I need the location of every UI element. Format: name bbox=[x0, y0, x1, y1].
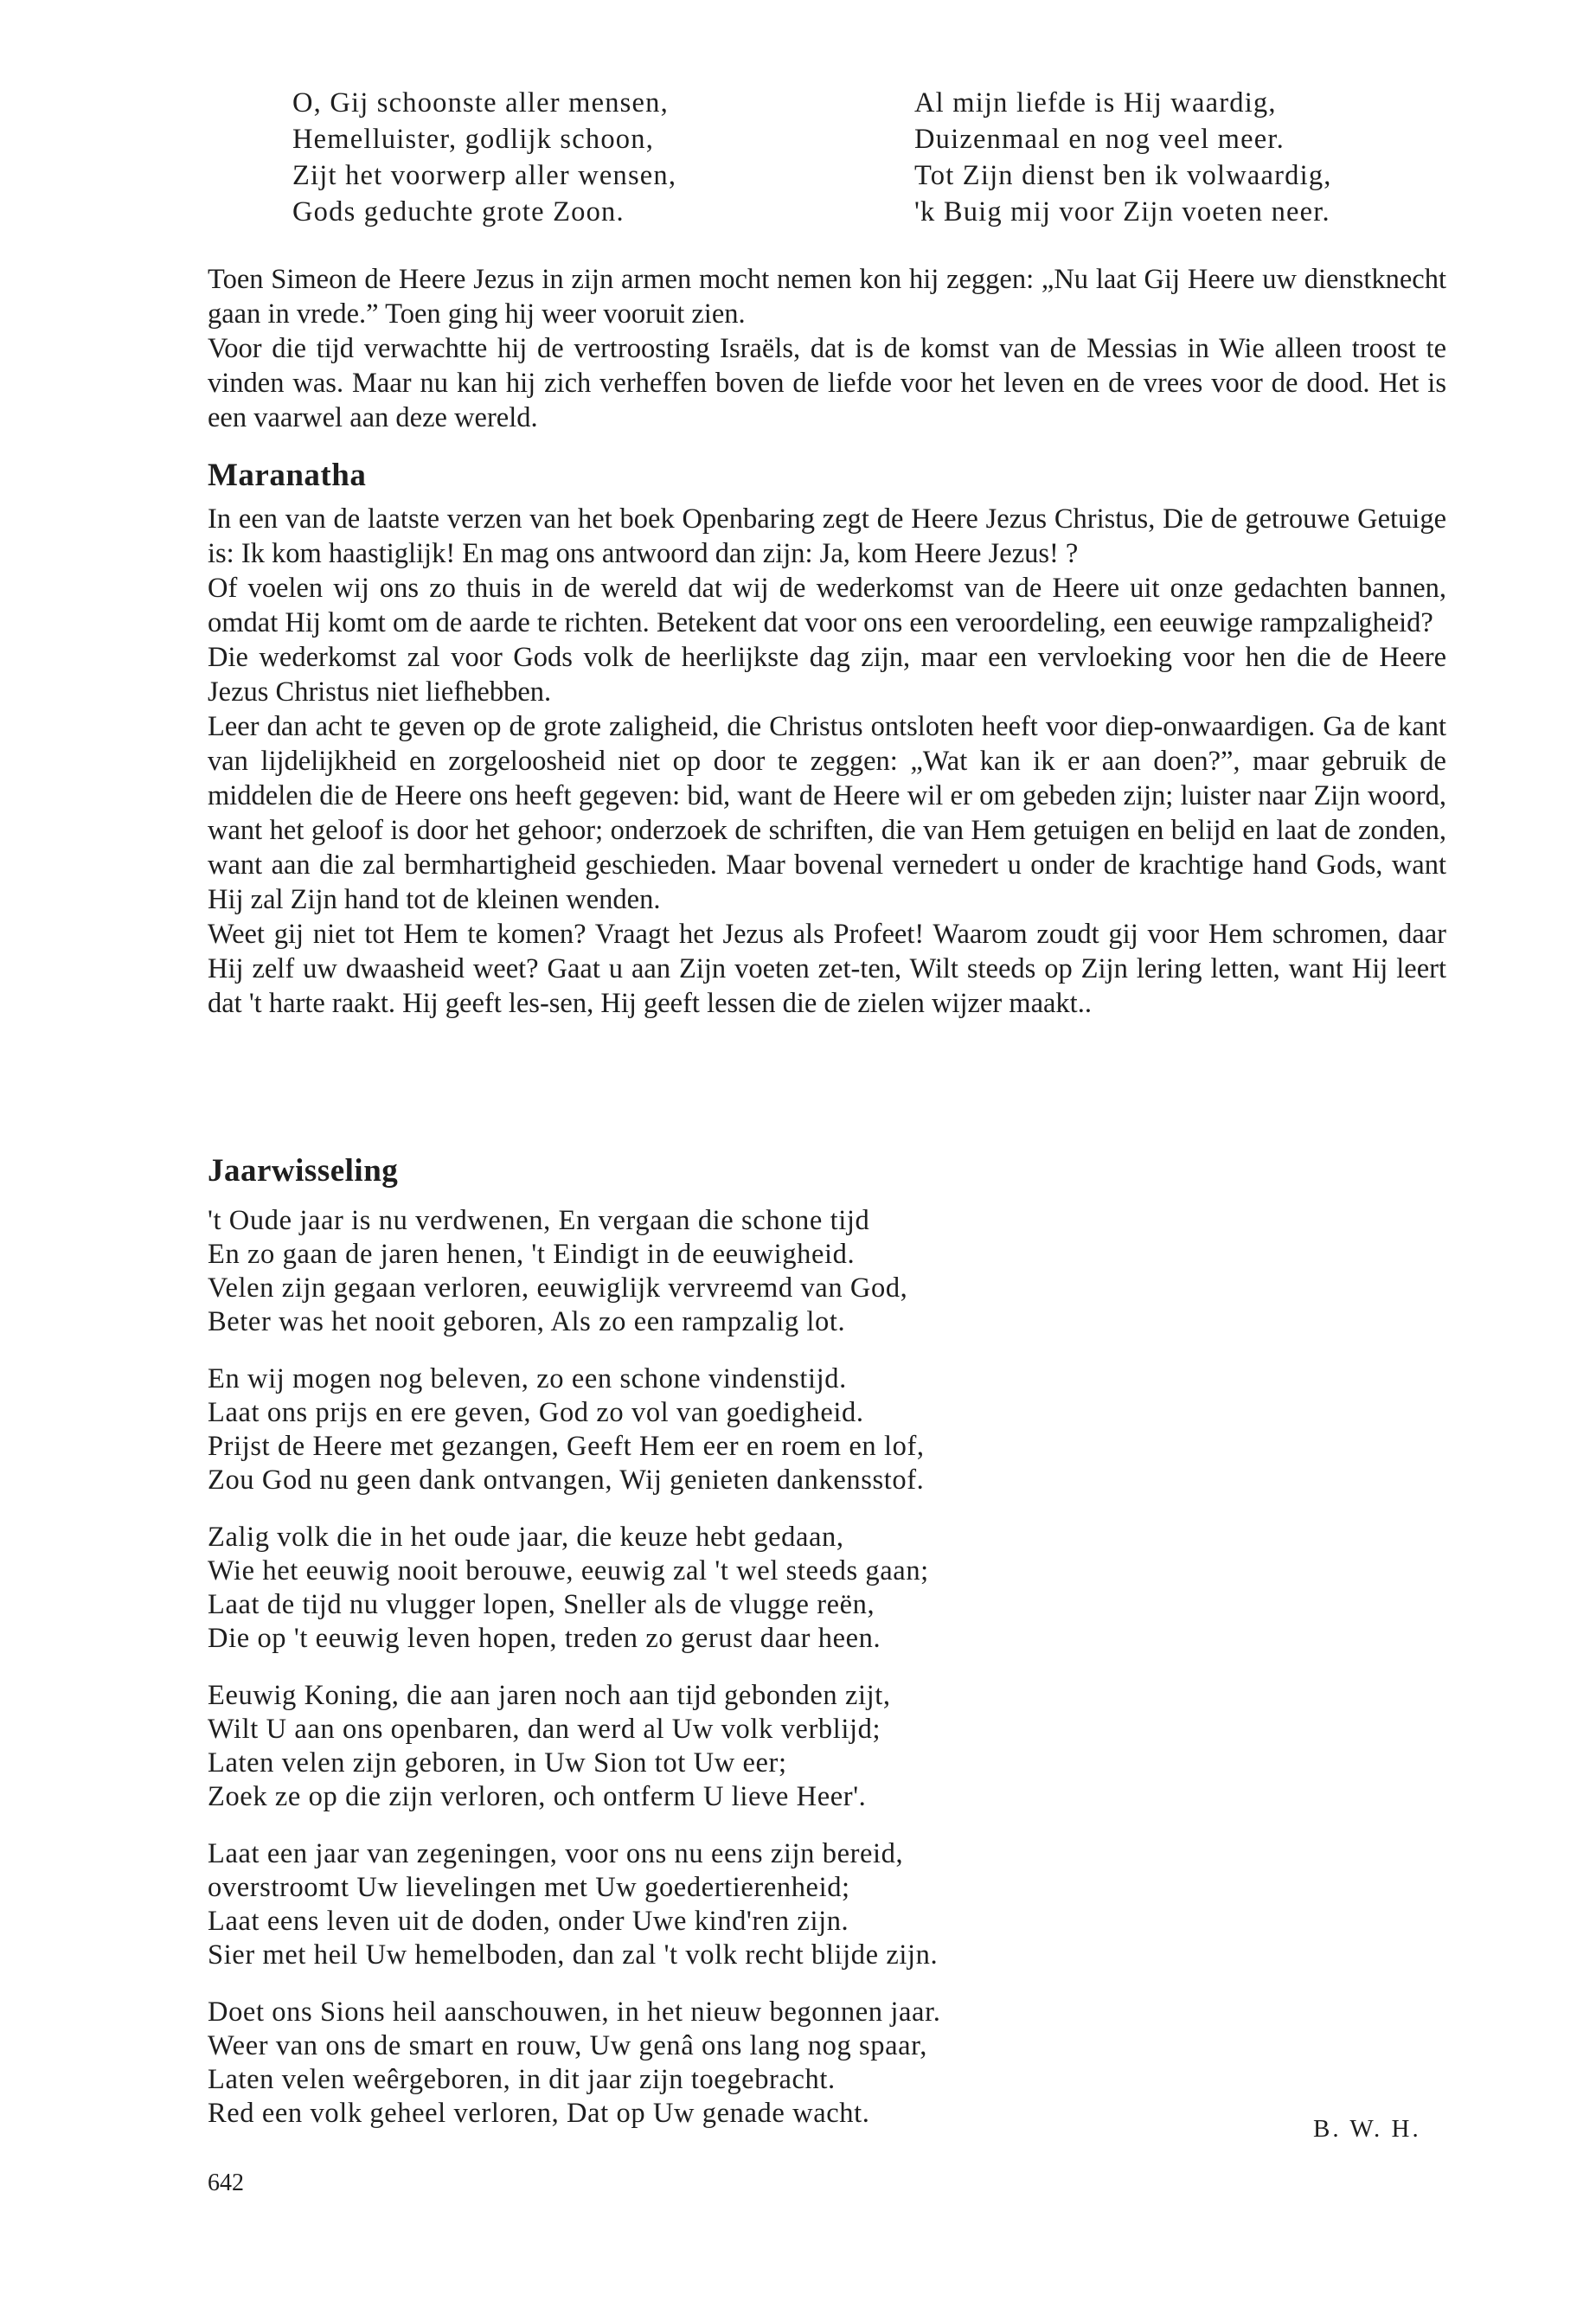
poem-line: Duizenmaal en nog veel meer. bbox=[914, 124, 1285, 155]
paragraph: Voor die tijd verwachtte hij de vertroosting Israëls, dat is de komst van de Messias in Wie alleen troost te vinden was. Maar nu kan hij zich verheffen boven de liefde voor het leven en de vrees voor de dood. Het is een vaarwel aan deze wereld. bbox=[208, 333, 1446, 433]
top-poem-left-column bbox=[292, 85, 676, 230]
paragraph: Die wederkomst zal voor Gods volk de heerlijkste dag zijn, maar een vervloeking voor hen die de Heere Jezus Christus niet liefhebben. bbox=[208, 642, 1446, 708]
poem-line: Prijst de Heere met gezangen, Geeft Hem eer en roem en lof, bbox=[208, 1431, 925, 1462]
poem-line: O, Gij schoonste aller mensen, bbox=[292, 87, 669, 119]
poem-line: En zo gaan de jaren henen, 't Eindigt in de eeuwigheid. bbox=[208, 1239, 856, 1270]
poem-line: Laten velen zijn geboren, in Uw Sion tot Uw eer; bbox=[208, 1747, 787, 1779]
poem-line: Velen zijn gegaan verloren, eeuwiglijk vervreemd van God, bbox=[208, 1272, 908, 1304]
top-poem-right-column bbox=[914, 85, 1332, 230]
jaarwisseling-poem bbox=[208, 1204, 940, 2154]
poem-stanza bbox=[208, 1837, 940, 1972]
poem-line: Red een volk geheel verloren, Dat op Uw genade wacht. bbox=[208, 2098, 870, 2129]
poem-line: Laat ons prijs en ere geven, God zo vol van goedigheid. bbox=[208, 1397, 864, 1428]
section-heading-jaarwisseling: Jaarwisseling bbox=[208, 1153, 399, 1189]
poem-line: 'k Buig mij voor Zijn voeten neer. bbox=[914, 196, 1330, 228]
poem-line: Tot Zijn dienst ben ik volwaardig, bbox=[914, 160, 1332, 191]
poem-line: Zijt het voorwerp aller wensen, bbox=[292, 160, 677, 191]
poem-line: Beter was het nooit geboren, Als zo een rampzalig lot. bbox=[208, 1306, 846, 1337]
poem-stanza bbox=[208, 1679, 940, 1814]
poem-line: 't Oude jaar is nu verdwenen, En vergaan die schone tijd bbox=[208, 1205, 870, 1236]
poem-line: Wilt U aan ons openbaren, dan werd al Uw volk verblijd; bbox=[208, 1714, 881, 1745]
author-signature: B. W. H. bbox=[1313, 2115, 1421, 2143]
intro-text bbox=[208, 262, 1446, 435]
poem-line: Laat eens leven uit de doden, onder Uwe kind'ren zijn. bbox=[208, 1906, 849, 1937]
poem-line: Zoek ze op die zijn verloren, och ontferm U lieve Heer'. bbox=[208, 1781, 867, 1812]
paragraph: Weet gij niet tot Hem te komen? Vraagt het Jezus als Profeet! Waarom zoudt gij voor Hem schromen, daar Hij zelf uw dwaasheid weet? Gaat u aan Zijn voeten zet-ten, Wilt steeds op Zijn lering letten, want Hij leert dat 't harte raakt. Hij geeft les-sen, Hij geeft lessen die de zielen wijzer maakt.. bbox=[208, 919, 1446, 1019]
poem-line: overstroomt Uw lievelingen met Uw goedertierenheid; bbox=[208, 1872, 850, 1903]
poem-line: Gods geduchte grote Zoon. bbox=[292, 196, 625, 228]
poem-line: Laat een jaar van zegeningen, voor ons nu eens zijn bereid, bbox=[208, 1838, 904, 1869]
poem-line: Doet ons Sions heil aanschouwen, in het nieuw begonnen jaar. bbox=[208, 1997, 941, 2028]
poem-line: Die op 't eeuwig leven hopen, treden zo gerust daar heen. bbox=[208, 1623, 881, 1654]
poem-line: Laat de tijd nu vlugger lopen, Sneller als de vlugge reën, bbox=[208, 1589, 875, 1620]
poem-line: Sier met heil Uw hemelboden, dan zal 't volk recht blijde zijn. bbox=[208, 1939, 939, 1971]
paragraph: Toen Simeon de Heere Jezus in zijn armen mocht nemen kon hij zeggen: „Nu laat Gij Heere uw dienstknecht gaan in vrede.” Toen ging hij weer vooruit zien. bbox=[208, 264, 1446, 330]
poem-line: Zalig volk die in het oude jaar, die keuze hebt gedaan, bbox=[208, 1522, 844, 1553]
poem-line: Al mijn liefde is Hij waardig, bbox=[914, 87, 1277, 119]
poem-stanza bbox=[208, 1521, 940, 1656]
poem-line: Wie het eeuwig nooit berouwe, eeuwig zal 't wel steeds gaan; bbox=[208, 1555, 929, 1586]
section-heading-maranatha: Maranatha bbox=[208, 458, 367, 493]
poem-line: Weer van ons de smart en rouw, Uw genâ ons lang nog spaar, bbox=[208, 2030, 928, 2061]
poem-line: Hemelluister, godlijk schoon, bbox=[292, 124, 655, 155]
poem-line: Zou God nu geen dank ontvangen, Wij genieten dankensstof. bbox=[208, 1465, 925, 1496]
poem-stanza bbox=[208, 1362, 940, 1497]
poem-line: Laten velen weêrgeboren, in dit jaar zijn toegebracht. bbox=[208, 2064, 836, 2095]
maranatha-text bbox=[208, 502, 1446, 1021]
poem-stanza bbox=[208, 1204, 940, 1339]
paragraph: Leer dan acht te geven op de grote zaligheid, die Christus ontsloten heeft voor diep-onwaardigen. Ga de kant van lijdelijkheid en zorgeloosheid niet op door te zeggen: „Wat kan ik er aan doen?”, maar gebruik de middelen die de Heere ons heeft gegeven: bid, want de Heere wil er om gebeden zijn; luister naar Zijn woord, want het geloof is door het gehoor; onderzoek de schriften, die van Hem getuigen en belijd en laat de zonden, want aan die zal bermhartigheid geschieden. Maar bovenal vernedert u onder de krachtige hand Gods, want Hij zal Zijn hand tot de kleinen wenden. bbox=[208, 711, 1446, 915]
poem-stanza bbox=[208, 1996, 940, 2131]
paragraph: Of voelen wij ons zo thuis in de wereld dat wij de wederkomst van de Heere uit onze gedachten bannen, omdat Hij komt om de aarde te richten. Betekent dat voor ons een veroordeling, een eeuwige rampzaligheid? bbox=[208, 573, 1446, 638]
poem-line: En wij mogen nog beleven, zo een schone vindenstijd. bbox=[208, 1363, 847, 1394]
poem-line: Eeuwig Koning, die aan jaren noch aan tijd gebonden zijt, bbox=[208, 1680, 891, 1711]
paragraph: In een van de laatste verzen van het boek Openbaring zegt de Heere Jezus Christus, Die de getrouwe Getuige is: Ik kom haastiglijk! En mag ons antwoord dan zijn: Ja, kom Heere Jezus! ? bbox=[208, 503, 1446, 569]
page-number: 642 bbox=[208, 2170, 244, 2196]
